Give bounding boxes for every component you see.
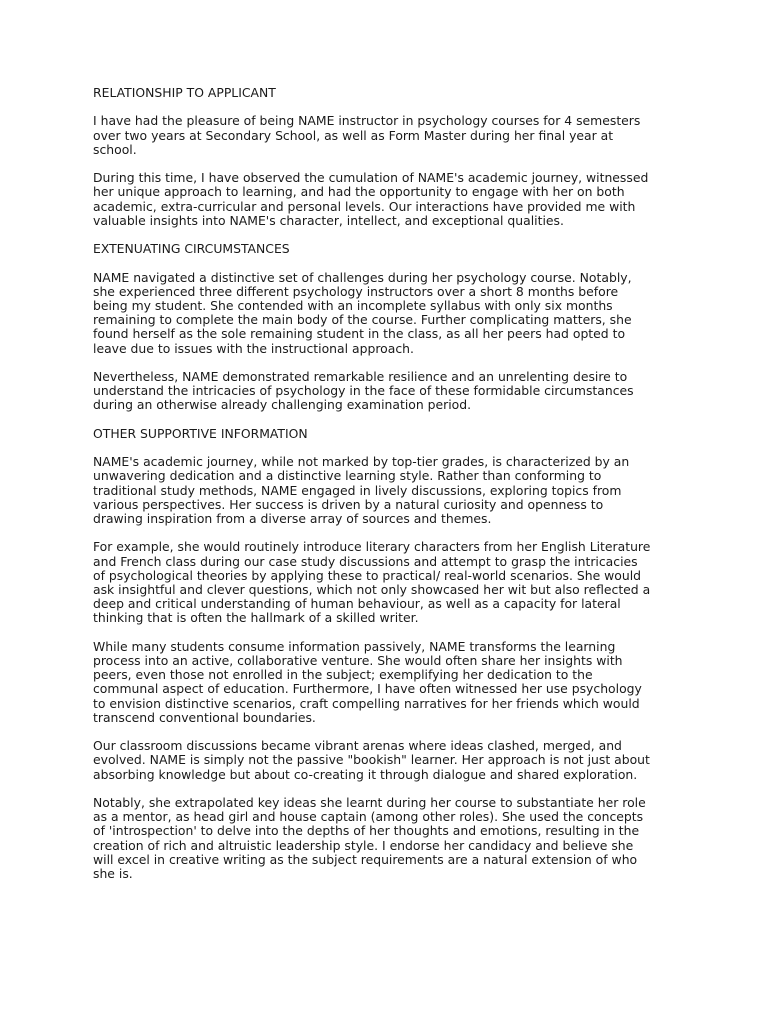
paragraph — [93, 796, 683, 881]
text-line: found herself as the sole remaining student in the class, as all her peers had opted to — [93, 326, 626, 342]
paragraph — [93, 739, 683, 782]
text-line: as a mentor, as head girl and house captain (among other roles). She used the concepts — [93, 809, 644, 825]
text-line: Our classroom discussions became vibrant arenas where ideas clashed, merged, and — [93, 738, 622, 754]
text-line: I have had the pleasure of being NAME instructor in psychology courses for 4 semesters — [93, 113, 641, 129]
letter-body — [93, 86, 683, 895]
text-line: school. — [93, 141, 137, 157]
text-line: her unique approach to learning, and had the opportunity to engage with her on both — [93, 184, 625, 200]
text-line: evolved. NAME is simply not the passive "bookish" learner. Her approach is not just about — [93, 752, 650, 768]
text-line: communal aspect of education. Furthermore, I have often witnessed her use psychology — [93, 681, 642, 697]
text-line: NAME navigated a distinctive set of challenges during her psychology course. Notably, — [93, 269, 632, 285]
text-line: peers, even those not enrolled in the subject; exemplifying her dedication to the — [93, 667, 593, 683]
text-line: to envision distinctive scenarios, craft compelling narratives for her friends which would — [93, 695, 640, 711]
text-line: various perspectives. Her success is driven by a natural curiosity and openness to — [93, 496, 604, 512]
text-line: academic, extra-curricular and personal levels. Our interactions have provided me with — [93, 198, 636, 214]
text-line: valuable insights into NAME's character, intellect, and exceptional qualities. — [93, 212, 564, 228]
text-line: deep and critical understanding of human behaviour, as well as a capacity for lateral — [93, 596, 621, 612]
text-line: While many students consume information passively, NAME transforms the learning — [93, 638, 616, 654]
text-line: over two years at Secondary School, as well as Form Master during her final year at — [93, 127, 614, 143]
text-line: understand the intricacies of psychology in the face of these formidable circumstances — [93, 383, 634, 399]
text-line: of 'introspection' to delve into the depths of her thoughts and emotions, resulting in the — [93, 823, 640, 839]
text-line: Notably, she extrapolated key ideas she learnt during her course to substantiate her role — [93, 794, 646, 810]
paragraph — [93, 171, 683, 228]
paragraph — [93, 540, 683, 625]
section-heading: OTHER SUPPORTIVE INFORMATION — [93, 425, 308, 441]
text-line: being my student. She contended with an incomplete syllabus with only six months — [93, 297, 613, 313]
text-line: of psychological theories by applying these to practical/ real-world scenarios. She would — [93, 567, 642, 583]
section-heading: EXTENUATING CIRCUMSTANCES — [93, 241, 290, 257]
text-line: creation of rich and altruistic leadership style. I endorse her candidacy and believe she — [93, 837, 634, 853]
text-line: process into an active, collaborative venture. She would often share her insights with — [93, 652, 623, 668]
text-line: remaining to complete the main body of the course. Further complicating matters, she — [93, 312, 632, 328]
paragraph — [93, 455, 683, 526]
text-line: drawing inspiration from a diverse array of sources and themes. — [93, 510, 492, 526]
text-line: During this time, I have observed the cumulation of NAME's academic journey, witnessed — [93, 170, 649, 186]
text-line: ask insightful and clever questions, which not only showcased her wit but also reflected a — [93, 581, 651, 597]
text-line: she is. — [93, 866, 133, 881]
text-line: unwavering dedication and a distinctive learning style. Rather than conforming to — [93, 468, 602, 484]
text-line: and French class during our case study discussions and attempt to grasp the intricacies — [93, 553, 638, 569]
text-line: absorbing knowledge but about co-creating it through dialogue and shared exploration. — [93, 766, 638, 782]
paragraph — [93, 114, 683, 157]
text-line: transcend conventional boundaries. — [93, 709, 316, 725]
text-line: she experienced three different psychology instructors over a short 8 months before — [93, 283, 619, 299]
section-heading: RELATIONSHIP TO APPLICANT — [93, 85, 276, 100]
text-line: thinking that is often the hallmark of a skilled writer. — [93, 610, 419, 626]
text-line: leave due to issues with the instructional approach. — [93, 340, 414, 356]
text-line: For example, she would routinely introduce literary characters from her English Literature — [93, 539, 651, 555]
paragraph — [93, 271, 683, 356]
paragraph — [93, 640, 683, 725]
text-line: NAME's academic journey, while not marked by top-tier grades, is characterized by an — [93, 454, 630, 470]
text-line: during an otherwise already challenging examination period. — [93, 397, 472, 413]
text-line: will excel in creative writing as the subject requirements are a natural extension of who — [93, 851, 638, 867]
text-line: traditional study methods, NAME engaged in lively discussions, exploring topics from — [93, 482, 622, 498]
paragraph — [93, 370, 683, 413]
text-line: Nevertheless, NAME demonstrated remarkable resilience and an unrelenting desire to — [93, 368, 628, 384]
